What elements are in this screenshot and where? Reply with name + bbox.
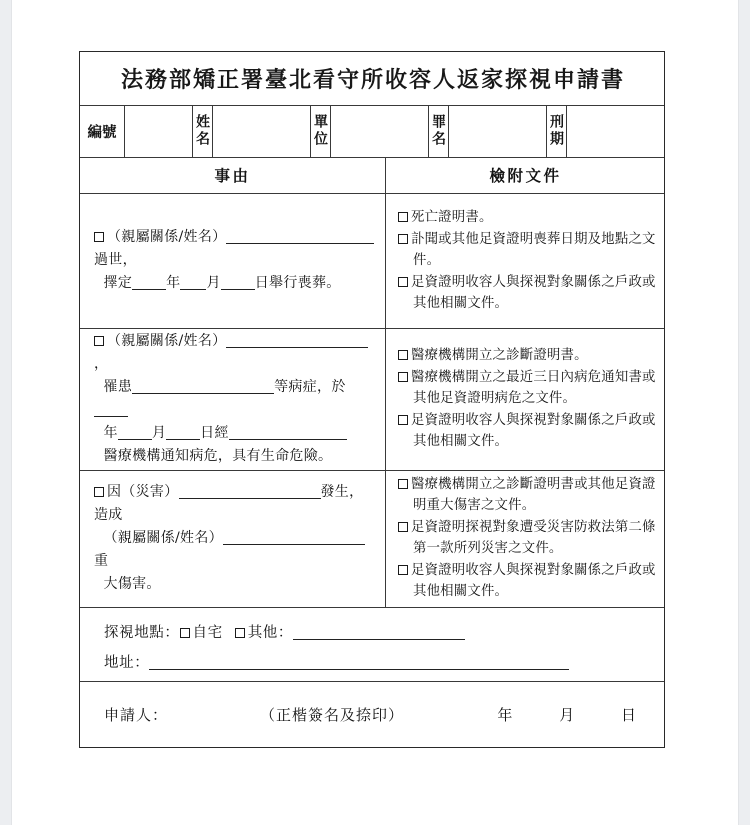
field-label-sentence: 刑期 [548,114,564,148]
reason-death-month: 月 [206,275,221,291]
field-label-id: 編號 [87,123,117,141]
col-divider-5 [330,105,331,157]
reason-disaster-line3: 大傷害。 [103,576,161,592]
checkbox-reason-illness[interactable] [94,336,104,346]
checkbox-doc-disaster-1[interactable] [398,479,408,489]
reason-death-line1-prefix: （親屬關係/姓名） [107,229,227,245]
signature-day: 日 [620,705,636,724]
blank-illness-hospital[interactable] [229,439,347,440]
blank-death-month[interactable] [180,289,206,290]
blank-death-year[interactable] [132,289,166,290]
visit-location-block [80,607,666,681]
form-title-cell [80,52,664,105]
reason-illness-month: 月 [151,425,167,441]
document-item-label: 足資證明收容人與探視對象關係之戶政或其他相關文件。 [411,413,656,449]
signature-date [497,704,636,725]
col-divider-8 [546,105,547,157]
document-item-label: 訃聞或其他足資證明喪葬日期及地點之文件。 [411,231,656,268]
field-value-unit[interactable] [330,105,428,157]
applicant-label: 申請人： [104,705,169,724]
reason-text-disaster [94,481,375,596]
signature-note: （正楷簽名及捺印） [260,705,405,724]
document-item [398,272,658,314]
document-item [398,560,658,602]
blank-illness-month[interactable] [118,439,152,440]
field-label-name: 姓名 [194,114,210,148]
documents-cell-illness [385,328,666,470]
document-item-label: 死亡證明書。 [411,209,493,225]
signature-year: 年 [497,705,513,724]
checkbox-doc-death-2[interactable] [398,234,408,244]
reason-illness-line2-prefix: 罹患 [103,379,133,395]
reason-disaster-line1-suffix: 發生，造成 [94,484,364,523]
field-label-unit: 單位 [312,114,328,148]
document-item-label: 醫療機構開立之最近三日內病危通知書或其他足資證明病危之文件。 [411,370,656,406]
document-item-label: 醫療機構開立之診斷證明書或其他足資證明重大傷害之文件。 [411,477,656,513]
blank-address[interactable] [149,669,569,670]
documents-list-illness [398,345,658,453]
document-item [398,207,658,228]
col-divider-7 [448,105,449,157]
section-header-reason: 事由 [214,166,251,185]
reason-illness-day: 日經 [200,425,229,441]
visit-option-home-label: 自宅 [192,625,223,641]
reason-illness-line1-prefix: （親屬關係/姓名） [107,333,227,349]
document-item [398,474,658,516]
field-label-offense: 罪名 [430,114,446,148]
document-item-label: 醫療機構開立之診斷證明書。 [411,348,588,363]
col-divider-1 [124,105,125,157]
reason-death-line1-suffix: 過世， [94,252,137,268]
visit-location-line [104,618,666,648]
checkbox-doc-death-1[interactable] [398,212,408,222]
checkbox-doc-disaster-2[interactable] [398,522,408,532]
blank-illness-day[interactable] [166,439,200,440]
signature-month: 月 [559,705,575,724]
section-header-documents: 檢附文件 [489,166,562,185]
documents-cell-death [385,193,666,328]
reason-cell-illness [80,328,385,470]
blank-illness-relation[interactable] [226,347,368,348]
documents-list-death [398,207,658,315]
address-line [104,648,666,678]
reason-illness-year: 年 [103,425,118,441]
checkbox-reason-disaster[interactable] [94,487,104,497]
visit-location-label: 探視地點： [104,625,180,641]
document-item [398,410,658,452]
reason-illness-line4: 醫療機構通知病危，具有生命危險。 [103,448,333,464]
blank-disaster-type[interactable] [179,498,321,499]
signature-row [80,681,666,747]
blank-death-relation[interactable] [226,243,374,244]
reason-text-illness [94,330,375,468]
reason-disaster-line2-prefix: （親屬關係/姓名） [103,530,223,546]
reason-cell-disaster [80,470,385,607]
blank-death-day[interactable] [221,289,255,290]
col-divider-6 [428,105,429,157]
field-value-id[interactable] [124,105,192,157]
checkbox-doc-illness-1[interactable] [398,350,408,360]
reason-text-death [94,226,375,295]
col-divider-4 [310,105,311,157]
field-value-offense[interactable] [448,105,546,157]
inmate-info-row [80,105,664,157]
field-value-sentence[interactable] [566,105,666,157]
document-item [398,367,658,409]
application-form-table [79,51,665,748]
checkbox-doc-death-3[interactable] [398,277,408,287]
reason-death-line2-prefix: 擇定 [103,275,133,291]
document-item-label: 足資證明收容人與探視對象關係之戶政或其他相關文件。 [411,563,656,599]
col-divider-9 [566,105,567,157]
address-label: 地址： [104,655,150,671]
reason-cell-death [80,193,385,328]
documents-list-disaster [398,474,658,603]
col-divider-2 [192,105,193,157]
checkbox-doc-illness-2[interactable] [398,372,408,382]
checkbox-visit-other[interactable] [235,628,245,638]
reason-illness-line1-suffix: ， [94,356,109,372]
document-item-label: 足資證明收容人與探視對象關係之戶政或其他相關文件。 [411,274,656,311]
blank-disaster-relation[interactable] [223,544,365,545]
col-divider-3 [212,105,213,157]
scanned-sheet [12,0,738,825]
checkbox-doc-illness-3[interactable] [398,415,408,425]
reason-disaster-line2-suffix: 重 [94,553,109,569]
visit-option-other-label: 其他： [247,625,294,641]
document-item-label: 足資證明探視對象遭受災害防救法第二條第一款所列災害之文件。 [411,520,656,556]
field-value-name[interactable] [212,105,310,157]
document-item [398,229,658,271]
documents-cell-disaster [385,470,666,607]
document-page [12,0,738,825]
blank-visit-other[interactable] [293,639,465,640]
checkbox-visit-home[interactable] [180,628,190,638]
document-item [398,517,658,559]
page-title: 法務部矯正署臺北看守所收容人返家探視申請書 [120,67,625,93]
blank-illness-disease[interactable] [132,393,274,394]
blank-illness-year[interactable] [94,416,128,417]
reason-disaster-line1-prefix: 因（災害） [107,484,179,500]
checkbox-doc-disaster-3[interactable] [398,565,408,575]
document-item [398,345,658,366]
reason-death-year: 年 [166,275,181,291]
checkbox-reason-death[interactable] [94,232,104,242]
reason-illness-line2-suffix: 等病症，於 [274,379,346,395]
reason-death-day: 日舉行喪葬。 [254,275,341,291]
